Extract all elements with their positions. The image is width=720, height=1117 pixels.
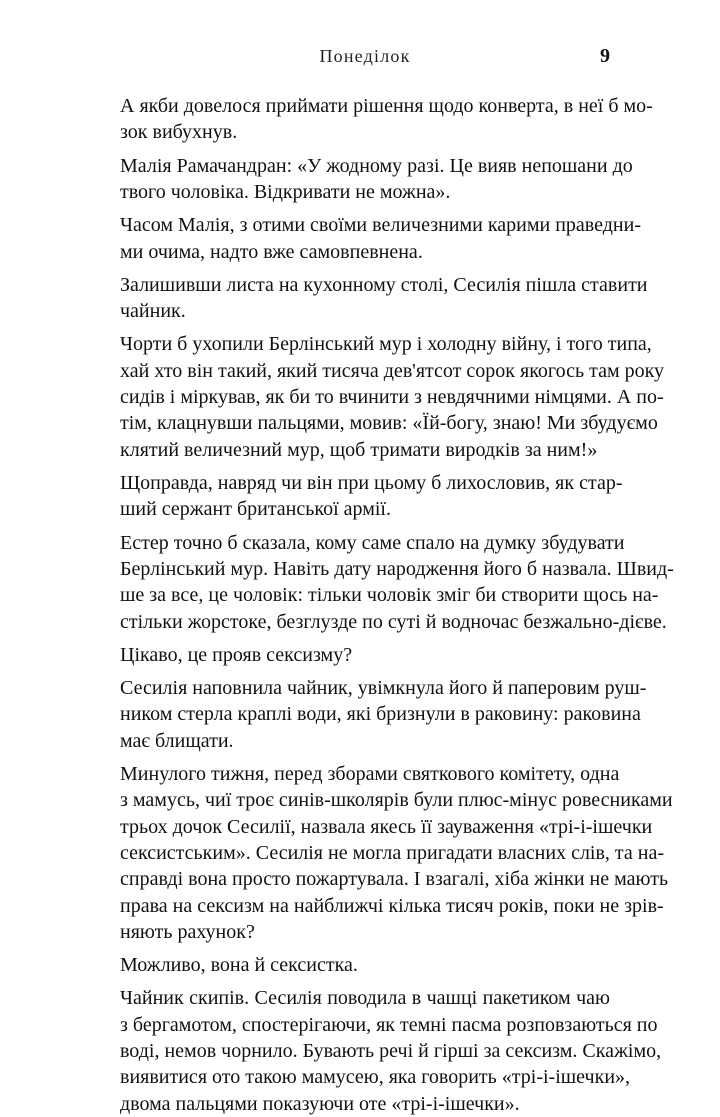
text-line: справді вона просто пожартувала. І взагалі, хіба жінки не мають xyxy=(120,868,669,891)
paragraph-spacing xyxy=(120,265,610,272)
paragraph xyxy=(120,153,633,206)
text-line: воді, немов чорнило. Бувають речі й гірші за сексизм. Скажімо, xyxy=(120,1040,662,1063)
running-title: Понеділок xyxy=(319,46,411,66)
text-line: має блищати. xyxy=(120,729,234,752)
paragraph-spacing xyxy=(120,463,610,470)
paragraph xyxy=(120,952,610,978)
text-line: клятий величезний мур, щоб тримати виродків за ним!» xyxy=(120,438,598,461)
paragraph-spacing xyxy=(120,635,610,642)
paragraph xyxy=(120,93,653,146)
paragraph-spacing xyxy=(120,945,610,952)
text-line: виявитися ото такою мамусею, яка говорить «трі-і-ішечки», xyxy=(120,1066,631,1089)
text-line: Можливо, вона й сексистка. xyxy=(120,954,358,977)
paragraph-spacing xyxy=(120,668,610,675)
paragraph xyxy=(120,272,648,325)
paragraph xyxy=(120,642,610,668)
text-line: няють рахунок? xyxy=(120,920,255,943)
paragraph-spacing xyxy=(120,205,610,212)
text-line: сексистським». Сесилія не могла пригадати власних слів, та на- xyxy=(120,841,665,864)
paragraph-spacing xyxy=(120,754,610,761)
text-line: Минулого тижня, перед зборами святкового комітету, одна xyxy=(120,762,620,785)
text-line: А якби довелося приймати рішення щодо конверта, в неї б мо- xyxy=(120,95,653,117)
paragraph-spacing xyxy=(120,324,610,331)
paragraph-spacing xyxy=(120,146,610,153)
text-line: ником стерла краплі води, які бризнули в раковину: раковина xyxy=(120,703,641,726)
text-line: зок вибухнув. xyxy=(120,121,238,144)
page-header xyxy=(120,46,610,76)
text-line: Малія Рамачандран: «У жодному разі. Це вияв непошани до xyxy=(120,154,633,177)
text-line: права на сексизм на найближчі кілька тисяч років, поки не зрів- xyxy=(120,894,664,917)
text-line: Часом Малія, з отими своїми величезними карими праведни- xyxy=(120,214,641,237)
text-line: з мамусь, чиї троє синів-школярів були плюс-мінус ровесниками xyxy=(120,789,673,812)
text-line: Естер точно б сказала, кому саме спало на думку збудувати xyxy=(120,531,625,554)
paragraph xyxy=(120,985,662,1117)
text-line: з бергамотом, спостерігаючи, як темні пасма розповзаються по xyxy=(120,1013,658,1036)
text-line: трьох дочок Сесилії, назвала якесь її зауваження «трі-і-ішечки xyxy=(120,815,653,838)
text-line: Залишивши листа на кухонному столі, Сесилія пішла ставити xyxy=(120,273,648,296)
text-line: Щоправда, навряд чи він при цьому б лихословив, як стар- xyxy=(120,471,623,494)
text-line: твого чоловіка. Відкривати не можна». xyxy=(120,180,451,203)
text-line: Чайник скипів. Сесилія поводила в чашці пакетиком чаю xyxy=(120,987,610,1010)
paragraph xyxy=(120,470,623,523)
paragraph xyxy=(120,212,641,265)
book-text xyxy=(120,93,674,1117)
page-number: 9 xyxy=(600,45,610,67)
paragraph-spacing xyxy=(120,979,610,986)
text-line: тім, клацнувши пальцями, мовив: «Їй-богу, знаю! Ми збудуємо xyxy=(120,412,658,435)
text-line: ший сержант британської армії. xyxy=(120,498,391,521)
paragraph xyxy=(120,530,674,635)
text-line: ше за все, це чоловік: тільки чоловік зміг би створити щось на- xyxy=(120,584,659,607)
text-line: чайник. xyxy=(120,300,186,323)
text-line: Чорти б ухопили Берлінський мур і холодну війну, і того типа, xyxy=(120,333,652,356)
text-line: двома пальцями показуючи оте «трі-і-ішечки». xyxy=(120,1092,520,1115)
text-line: Цікаво, це прояв сексизму? xyxy=(120,643,353,666)
paragraph xyxy=(120,331,665,463)
text-line: ми очима, надто вже самовпевнена. xyxy=(120,240,423,263)
paragraph xyxy=(120,761,673,945)
paragraph xyxy=(120,675,647,754)
text-line: Берлінський мур. Навіть дату народження його б назвала. Швид- xyxy=(120,557,674,580)
text-line: сидів і міркував, як би то вчинити з невдячними німцями. А по- xyxy=(120,386,664,408)
text-line: хай хто він такий, який тисяча дев'ятсот сорок якогось там року xyxy=(120,359,665,382)
text-line: стільки жорстоке, безглузде по суті й водночас безжально-дієве. xyxy=(120,610,667,633)
text-line: Сесилія наповнила чайник, увімкнула його й паперовим руш- xyxy=(120,677,647,699)
paragraph-spacing xyxy=(120,523,610,530)
